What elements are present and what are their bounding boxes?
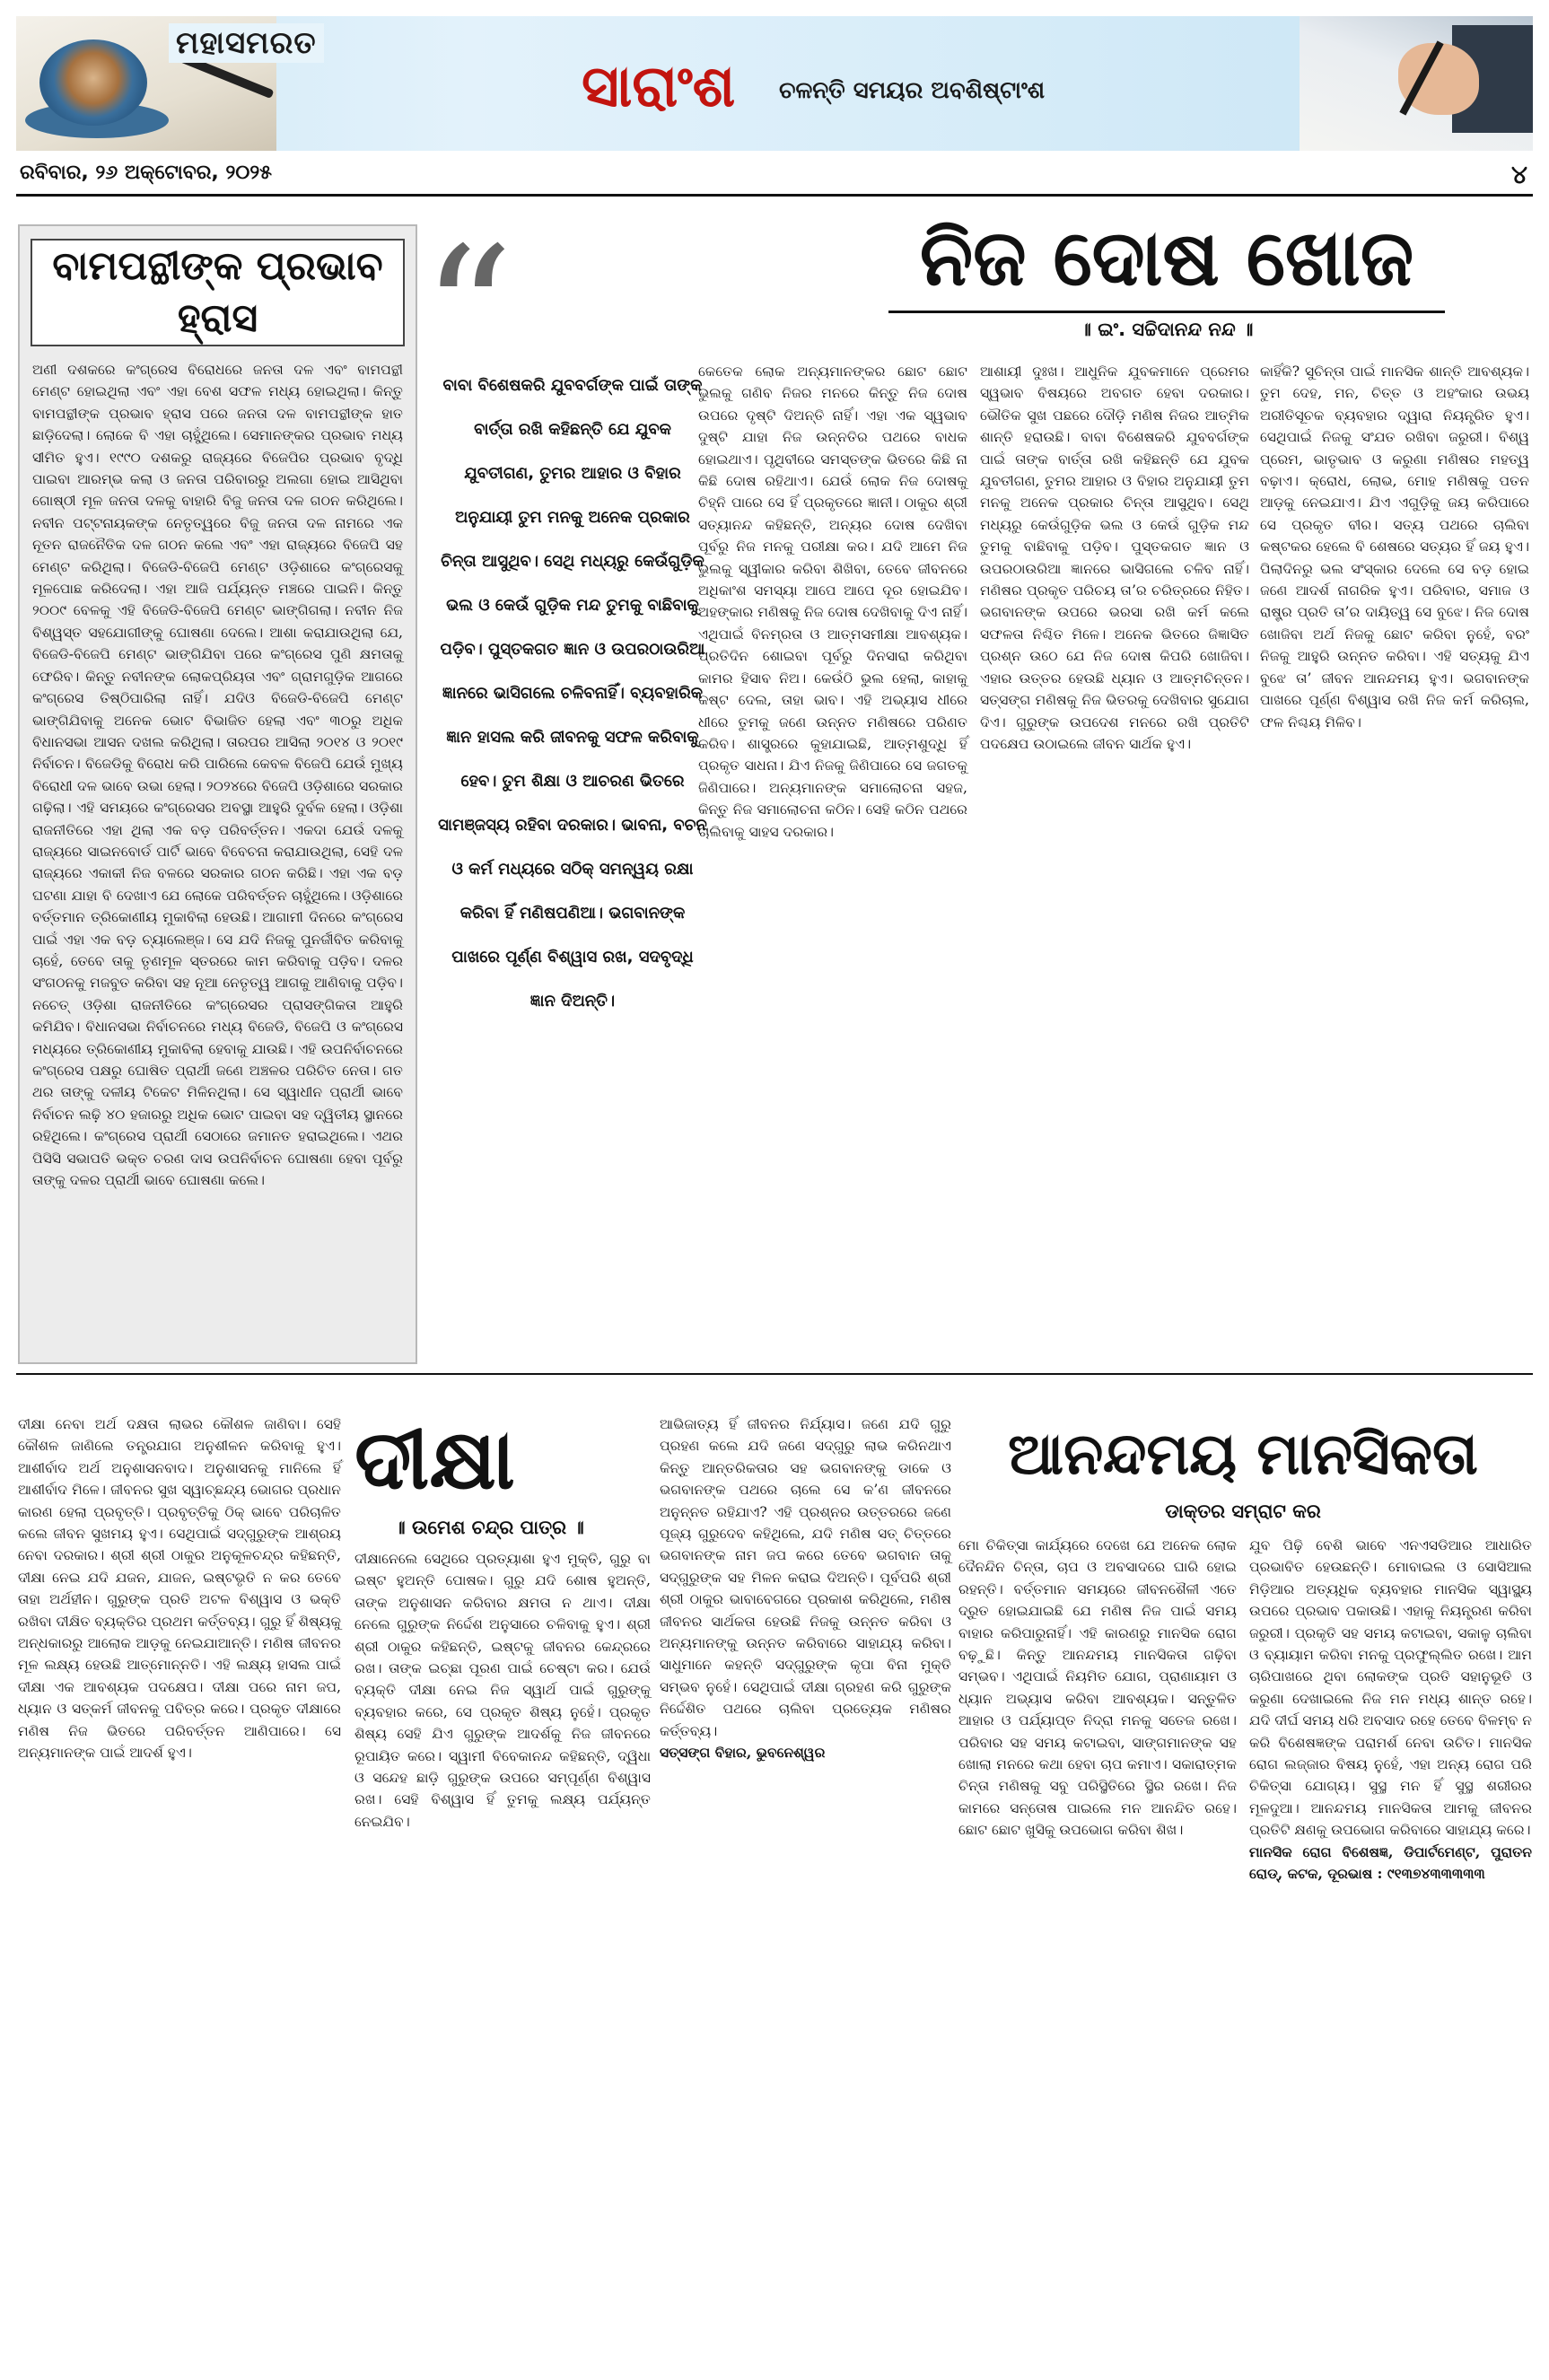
article-column: କେତେକ ଲୋକ ଅନ୍ୟମାନଙ୍କର ଛୋଟ ଛୋଟ ଭୁଲକୁ ଗଣିବ ନିଜର ମନରେ କିନ୍ତୁ ନିଜ ଦୋଷ ଉପରେ ଦୃଷ୍ଟି ଦିଅନ୍ତି ନାହିଁ। ଏହା ଏକ ସ୍ୱଭାବ ଦୁଷ୍ଟି ଯାହା ନିଜ ଉନ୍ନତିର ପଥରେ ବାଧକ ହୋଇଥାଏ। ପୃଥିବୀରେ ସମସ୍ତଙ୍କ ଭିତରେ କିଛି ନା କିଛି ଦୋଷ ରହିଥାଏ। ଯେଉଁ ଲୋକ ନିଜ ଦୋଷକୁ ଚିହ୍ନି ପାରେ ସେ ହିଁ ପ୍ରକୃତରେ ଜ୍ଞାନୀ। ଠାକୁର ଶ୍ରୀ ସତ୍ୟାନନ୍ଦ କହିଛନ୍ତି, ଅନ୍ୟର ଦୋଷ ଦେଖିବା ପୂର୍ବରୁ ନିଜ ମନକୁ ପରୀକ୍ଷା କର। ଯଦି ଆମେ ନିଜ ଭୁଲକୁ ସ୍ୱୀକାର କରିବା ଶିଖିବା, ତେବେ ଜୀବନରେ ଅଧିକାଂଶ ସମସ୍ୟା ଆପେ ଆପେ ଦୂର ହୋଇଯିବ। ଅହଙ୍କାର ମଣିଷକୁ ନିଜ ଦୋଷ ଦେଖିବାକୁ ଦିଏ ନାହିଁ। ଏଥିପାଇଁ ବିନମ୍ରତା ଓ ଆତ୍ମସମୀକ୍ଷା ଆବଶ୍ୟକ। ପ୍ରତିଦିନ ଶୋଇବା ପୂର୍ବରୁ ଦିନସାରା କରିଥିବା କାମର ହିସାବ ନିଅ। କେଉଁଠି ଭୁଲ ହେଲା, କାହାକୁ କଷ୍ଟ ଦେଲ, ତାହା ଭାବ। ଏହି ଅଭ୍ୟାସ ଧୀରେ ଧୀରେ ତୁମକୁ ଜଣେ ଉନ୍ନତ ମଣିଷରେ ପରିଣତ କରିବ। ଶାସ୍ତ୍ରରେ କୁହାଯାଇଛି, ଆତ୍ମଶୁଦ୍ଧି ହିଁ ପ୍ରକୃତ ସାଧନା। ଯିଏ ନିଜକୁ ଜିଣିପାରେ ସେ ଜଗତକୁ ଜିଣିପାରେ। ଅନ୍ୟମାନଙ୍କ ସମାଲୋଚନା ସହଜ, କିନ୍ତୁ ନିଜ ସମାଲୋଚନା କଠିନ। ସେହି କଠିନ ପଥରେ ଚାଲିବାକୁ ସାହସ ଦରକାର। xyxy=(698,363,967,840)
quote-mark: “ xyxy=(422,209,514,418)
masthead xyxy=(16,16,1533,151)
dateline xyxy=(16,160,1533,192)
article-column: ଦୀକ୍ଷାନେଲେ ସେଥିରେ ପ୍ରତ୍ୟାଶା ହୁଏ ମୁକ୍ତି, ଗୁରୁ ବା ଇଷ୍ଟ ହୁଅନ୍ତି ପୋଷକ। ଗୁରୁ ଯଦି ଶୋଷ ହୁଅନ୍ତି, ତାଙ୍କ ଅନୁଶାସନ କରିବାର କ୍ଷମତା ନ ଥାଏ। ଦୀକ୍ଷା ନେଲେ ଗୁରୁଙ୍କ ନିର୍ଦ୍ଦେଶ ଅନୁସାରେ ଚଳିବାକୁ ହୁଏ। ଶ୍ରୀ ଶ୍ରୀ ଠାକୁର କହିଛନ୍ତି, ଇଷ୍ଟକୁ ଜୀବନର କେନ୍ଦ୍ରରେ ରଖ। ତାଙ୍କ ଇଚ୍ଛା ପୂରଣ ପାଇଁ ଚେଷ୍ଟା କର। ଯେଉଁ ବ୍ୟକ୍ତି ଦୀକ୍ଷା ନେଇ ନିଜ ସ୍ୱାର୍ଥ ପାଇଁ ଗୁରୁଙ୍କୁ ବ୍ୟବହାର କରେ, ସେ ପ୍ରକୃତ ଶିଷ୍ୟ ନୁହେଁ। ପ୍ରକୃତ ଶିଷ୍ୟ ସେହି ଯିଏ ଗୁରୁଙ୍କ ଆଦର୍ଶକୁ ନିଜ ଜୀବନରେ ରୂପାୟିତ କରେ। ସ୍ୱାମୀ ବିବେକାନନ୍ଦ କହିଛନ୍ତି, ଦ୍ୱିଧା ଓ ସନ୍ଦେହ ଛାଡ଼ି ଗୁରୁଙ୍କ ଉପରେ ସମ୍ପୂର୍ଣ୍ଣ ବିଶ୍ୱାସ ରଖ। ସେହି ବିଶ୍ୱାସ ହିଁ ତୁମକୁ ଲକ୍ଷ୍ୟ ପର୍ଯ୍ୟନ୍ତ ନେଇଯିବ। xyxy=(354,1551,651,1830)
header-rule xyxy=(16,194,1533,197)
section-divider xyxy=(16,1373,1533,1375)
section-title: ସାରାଂଶ xyxy=(582,54,736,120)
section-subtitle: ଚଳନ୍ତି ସମୟର ଅବଶିଷ୍ଟାଂଶ xyxy=(779,77,1046,104)
page-number: ୪ xyxy=(1511,160,1527,189)
article-title: ନିଜ ଦୋଷ ଖୋଜ xyxy=(919,214,1414,303)
article-column: ଆଶାୟୀ ଦୁଃଖ। ଆଧୁନିକ ଯୁବକମାନେ ପ୍ରେମର ସ୍ୱଭାବ ବିଷୟରେ ଅବଗତ ହେବା ଦରକାର। ଭୌତିକ ସୁଖ ପଛରେ ଦୌଡ଼ି ମଣିଷ ନିଜର ଆତ୍ମିକ ଶାନ୍ତି ହରାଉଛି। ବାବା ବିଶେଷକରି ଯୁବବର୍ଗଙ୍କ ପାଇଁ ତାଙ୍କ ବାର୍ତ୍ତା ରଖି କହିଛନ୍ତି ଯେ ଯୁବକ ଯୁବତୀଗଣ, ତୁମର ଆହାର ଓ ବିହାର ଅନୁଯାୟୀ ତୁମ ମନକୁ ଅନେକ ପ୍ରକାର ଚିନ୍ତା ଆସୁଥିବ। ସେଥି ମଧ୍ୟରୁ କେଉଁଗୁଡ଼ିକ ଭଲ ଓ କେଉଁ ଗୁଡ଼ିକ ମନ୍ଦ ତୁମକୁ ବାଛିବାକୁ ପଡ଼ିବ। ପୁସ୍ତକଗତ ଜ୍ଞାନ ଓ ଉପରଠାଉରିଆ ଜ୍ଞାନରେ ଭାସିଗଲେ ଚଳିବ ନାହିଁ। ମଣିଷର ପ୍ରକୃତ ପରିଚୟ ତା’ର ଚରିତ୍ରରେ ନିହିତ। ଭଗବାନଙ୍କ ଉପରେ ଭରସା ରଖି କର୍ମ କଲେ ସଫଳତା ନିଶ୍ଚିତ ମିଳେ। ଅନେକ ଭିତରେ ଜିଜ୍ଞାସିତ ପ୍ରଶ୍ନ ଉଠେ ଯେ ନିଜ ଦୋଷ କିପରି ଖୋଜିବା। ଏହାର ଉତ୍ତର ହେଉଛି ଧ୍ୟାନ ଓ ଆତ୍ମଚିନ୍ତନ। ସତ୍‌ସଙ୍ଗ ମଣିଷକୁ ନିଜ ଭିତରକୁ ଦେଖିବାର ସୁଯୋଗ ଦିଏ। ଗୁରୁଙ୍କ ଉପଦେଶ ମନରେ ରଖି ପ୍ରତିଟି ପଦକ୍ଷେପ ଉଠାଇଲେ ଜୀବନ ସାର୍ଥକ ହୁଏ। xyxy=(980,363,1249,752)
author-address: ମାନସିକ ରୋଗ ବିଶେଷଜ୍ଞ, ଡିପାର୍ଟମେଣ୍ଟ, ପୁରାତନ ରୋଡ୍, କଟକ, ଦୂରଭାଷ : ୯୧୩୭୪୩୩୩୩୩ xyxy=(1249,1842,1532,1883)
article-column: ଦୀକ୍ଷା ନେବା ଅର୍ଥ ଦକ୍ଷତା ଲାଭର କୌଶଳ ଜାଣିବା। ସେହି କୌଶଳ ଜାଣିଲେ ତନ୍ତ୍ରଯାଗ ଅନୁଶୀଳନ କରିବାକୁ ହୁଏ। ଆଶୀର୍ବାଦ ଅର୍ଥ ଅନୁଶାସନବାଦ। ଅନୁଶାସନକୁ ମାନିଲେ ହିଁ ଆଶୀର୍ବାଦ ମିଳେ। ଜୀବନର ସୁଖ ସ୍ୱାଚ୍ଛନ୍ଦ୍ୟ ଭୋଗର ପ୍ରଧାନ କାରଣ ହେଲା ପ୍ରବୃତ୍ତି। ପ୍ରବୃତ୍ତିକୁ ଠିକ୍ ଭାବେ ପରିଚାଳିତ କଲେ ଜୀବନ ସୁଖମୟ ହୁଏ। ସେଥିପାଇଁ ସଦ୍‌ଗୁରୁଙ୍କ ଆଶ୍ରୟ ନେବା ଦରକାର। ଶ୍ରୀ ଶ୍ରୀ ଠାକୁର ଅନୁକୂଳଚନ୍ଦ୍ର କହିଛନ୍ତି, ଦୀକ୍ଷା ନେଇ ଯଦି ଯଜନ, ଯାଜନ, ଇଷ୍ଟଭୃତି ନ କର ତେବେ ତାହା ଅର୍ଥହୀନ। ଗୁରୁଙ୍କ ପ୍ରତି ଅଟଳ ବିଶ୍ୱାସ ଓ ଭକ୍ତି ରଖିବା ଦୀକ୍ଷିତ ବ୍ୟକ୍ତିର ପ୍ରଥମ କର୍ତ୍ତବ୍ୟ। ଗୁରୁ ହିଁ ଶିଷ୍ୟକୁ ଅନ୍ଧକାରରୁ ଆଲୋକ ଆଡ଼କୁ ନେଇଯାଆନ୍ତି। ମଣିଷ ଜୀବନର ମୂଳ ଲକ୍ଷ୍ୟ ହେଉଛି ଆତ୍ମୋନ୍ନତି। ଏହି ଲକ୍ଷ୍ୟ ହାସଲ ପାଇଁ ଦୀକ୍ଷା ଏକ ଆବଶ୍ୟକ ପଦକ୍ଷେପ। ଦୀକ୍ଷା ପରେ ନାମ ଜପ, ଧ୍ୟାନ ଓ ସତ୍‌କର୍ମ ଜୀବନକୁ ପବିତ୍ର କରେ। ପ୍ରକୃତ ଦୀକ୍ଷାରେ ମଣିଷ ନିଜ ଭିତରେ ପରିବର୍ତ୍ତନ ଆଣିପାରେ। ସେ ଅନ୍ୟମାନଙ୍କ ପାଇଁ ଆଦର୍ଶ ହୁଏ। xyxy=(18,1416,341,1762)
article-byline: ॥ ଉମେଶ ଚନ୍ଦ୍ର ପାତ୍ର ॥ xyxy=(394,1517,584,1538)
coffee-cup-icon xyxy=(39,39,147,126)
issue-date: ରବିବାର, ୨୬ ଅକ୍ଟୋବର, ୨୦୨୫ xyxy=(20,162,272,184)
pull-quote: ବାବା ବିଶେଷକରି ଯୁବବର୍ଗଙ୍କ ପାଇଁ ତାଙ୍କ ବାର୍ତ୍ତା ରଖି କହିଛନ୍ତି ଯେ ଯୁବକ ଯୁବତୀଗଣ, ତୁମର ଆହାର ଓ ବିହାର ଅନୁଯାୟୀ ତୁମ ମନକୁ ଅନେକ ପ୍ରକାର ଚିନ୍ତା ଆସୁଥିବ। ସେଥି ମଧ୍ୟରୁ କେଉଁଗୁଡ଼ିକ ଭଲ ଓ କେଉଁ ଗୁଡ଼ିକ ମନ୍ଦ ତୁମକୁ ବାଛିବାକୁ ପଡ଼ିବ। ପୁସ୍ତକଗତ ଜ୍ଞାନ ଓ ଉପରଠାଉରିଆ ଜ୍ଞାନରେ ଭାସିଗଲେ ଚଳିବନାହିଁ। ବ୍ୟବହାରିକ ଜ୍ଞାନ ହାସଲ କରି ଜୀବନକୁ ସଫଳ କରିବାକୁ ହେବ। ତୁମ ଶିକ୍ଷା ଓ ଆଚରଣ ଭିତରେ ସାମଞ୍ଜସ୍ୟ ରହିବା ଦରକାର। ଭାବନା, ବଚନ ଓ କର୍ମ ମଧ୍ୟରେ ସଠିକ୍ ସମନ୍ୱୟ ରକ୍ଷା କରିବା ହିଁ ମଣିଷପଣିଆ। ଭଗବାନଙ୍କ ପାଖରେ ପୂର୍ଣ୍ଣ ବିଶ୍ୱାସ ରଖ, ସଦବୃଦ୍ଧି ଜ୍ଞାନ ଦିଅନ୍ତି। xyxy=(438,376,707,1011)
title-rule xyxy=(888,311,1445,313)
article-column-wrapper xyxy=(1249,1535,1532,1886)
article-title: ବାମପନ୍ଥୀଙ୍କ ପ୍ରଭାବ ହ୍ରାସ xyxy=(31,239,405,346)
article-column: ଯୁବ ପିଢ଼ି ବେଶି ଭାବେ ଏନଏସଡିଆର ଆଧାରିତ ପ୍ରଭାବିତ ହେଉଛନ୍ତି। ମୋବାଇଲ ଓ ସୋସିଆଲ ମିଡ଼ିଆର ଅତ୍ୟଧିକ ବ୍ୟବହାର ମାନସିକ ସ୍ୱାସ୍ଥ୍ୟ ଉପରେ ପ୍ରଭାବ ପକାଉଛି। ଏହାକୁ ନିୟନ୍ତ୍ରଣ କରିବା ଜରୁରୀ। ପ୍ରକୃତି ସହ ସମୟ କଟାଇବା, ସକାଳୁ ଚାଲିବା ଓ ବ୍ୟାୟାମ କରିବା ମନକୁ ପ୍ରଫୁଲ୍ଲିତ ରଖେ। ଆମ ଚାରିପାଖରେ ଥିବା ଲୋକଙ୍କ ପ୍ରତି ସହାନୁଭୂତି ଓ କରୁଣା ଦେଖାଇଲେ ନିଜ ମନ ମଧ୍ୟ ଶାନ୍ତ ରହେ। ଯଦି ଦୀର୍ଘ ସମୟ ଧରି ଅବସାଦ ରହେ ତେବେ ବିଳମ୍ବ ନ କରି ବିଶେଷଜ୍ଞଙ୍କ ପରାମର୍ଶ ନେବା ଉଚିତ। ମାନସିକ ରୋଗ ଲଜ୍ଜାର ବିଷୟ ନୁହେଁ, ଏହା ଅନ୍ୟ ରୋଗ ପରି ଚିକିତ୍ସା ଯୋଗ୍ୟ। ସୁସ୍ଥ ମନ ହିଁ ସୁସ୍ଥ ଶରୀରର ମୂଳଦୁଆ। ଆନନ୍ଦମୟ ମାନସିକତା ଆମକୁ ଜୀବନର ପ୍ରତିଟି କ୍ଷଣକୁ ଉପଭୋଗ କରିବାରେ ସାହାଯ୍ୟ କରେ। xyxy=(1249,1537,1532,1839)
article-column: କାହିଁକି? ସୁଚିନ୍ତା ପାଇଁ ମାନସିକ ଶାନ୍ତି ଆବଶ୍ୟକ। ତୁମ ଦେହ, ମନ, ଚିତ୍ତ ଓ ଅହଂକାର ଉଭୟ ଅରୀତିସୂଚକ ବ୍ୟବହାର ଦ୍ୱାରା ନିୟନ୍ତ୍ରିତ ହୁଏ। ସେଥିପାଇଁ ନିଜକୁ ସଂଯତ ରଖିବା ଜରୁରୀ। ବିଶ୍ୱ ପ୍ରେମ, ଭାତୃଭାବ ଓ କରୁଣା ମଣିଷର ମହତ୍ୱ ବଢ଼ାଏ। କ୍ରୋଧ, ଲୋଭ, ମୋହ ମଣିଷକୁ ପତନ ଆଡ଼କୁ ନେଇଯାଏ। ଯିଏ ଏଗୁଡ଼ିକୁ ଜୟ କରିପାରେ ସେ ପ୍ରକୃତ ବୀର। ସତ୍ୟ ପଥରେ ଚାଲିବା କଷ୍ଟକର ହେଲେ ବି ଶେଷରେ ସତ୍ୟର ହିଁ ଜୟ ହୁଏ। ପିଲାଦିନରୁ ଭଲ ସଂସ୍କାର ଦେଲେ ସେ ବଡ଼ ହୋଇ ଜଣେ ଆଦର୍ଶ ନାଗରିକ ହୁଏ। ପରିବାର, ସମାଜ ଓ ରାଷ୍ଟ୍ର ପ୍ରତି ତା’ର ଦାୟିତ୍ୱ ସେ ବୁଝେ। ନିଜ ଦୋଷ ଖୋଜିବା ଅର୍ଥ ନିଜକୁ ଛୋଟ କରିବା ନୁହେଁ, ବରଂ ନିଜକୁ ଆହୁରି ଉନ୍ନତ କରିବା। ଏହି ସତ୍ୟକୁ ଯିଏ ବୁଝେ ତା’ ଜୀବନ ଆନନ୍ଦମୟ ହୁଏ। ଭଗବାନଙ୍କ ପାଖରେ ପୂର୍ଣ୍ଣ ବିଶ୍ୱାସ ରଖି ନିଜ କର୍ମ କରିଚାଲ, ଫଳ ନିଶ୍ଚୟ ମିଳିବ। xyxy=(1260,363,1529,731)
writing-hand-photo xyxy=(1300,16,1533,151)
article-column: ଆଭିଜାତ୍ୟ ହିଁ ଜୀବନର ନିର୍ଯ୍ୟାସ। ଜଣେ ଯଦି ଗୁରୁ ପ୍ରହଣ କଲେ ଯଦି ଜଣେ ସଦ୍‌ଗୁରୁ ଲାଭ କରିନଥାଏ କିନ୍ତୁ ଆନ୍ତରିକତାର ସହ ଭଗବାନଙ୍କୁ ଡାକେ ଓ ଭଗବାନଙ୍କ ପଥରେ ଚାଲେ ସେ କ’ଣ ଜୀବନରେ ଅନୁନ୍ନତ ରହିଯାଏ? ଏହି ପ୍ରଶ୍ନର ଉତ୍ତରରେ ଜଣେ ପୂଜ୍ୟ ଗୁରୁଦେବ କହିଥିଲେ, ଯଦି ମଣିଷ ସତ୍‌ ଚିତ୍ତରେ ଭଗବାନଙ୍କ ନାମ ଜପ କରେ ତେବେ ଭଗବାନ ତାକୁ ସଦ୍‌ଗୁରୁଙ୍କ ସହ ମିଳନ କରାଇ ଦିଅନ୍ତି। ପୂର୍ବପରି ଶ୍ରୀ ଶ୍ରୀ ଠାକୁର ଭାବାବେଗରେ ପ୍ରକାଶ କରିଥିଲେ, ମଣିଷ ଜୀବନର ସାର୍ଥକତା ହେଉଛି ନିଜକୁ ଉନ୍ନତ କରିବା ଓ ଅନ୍ୟମାନଙ୍କୁ ଉନ୍ନତ କରିବାରେ ସାହାଯ୍ୟ କରିବା। ସାଧୁମାନେ କହନ୍ତି ସଦ୍‌ଗୁରୁଙ୍କ କୃପା ବିନା ମୁକ୍ତି ସମ୍ଭବ ନୁହେଁ। ସେଥିପାଇଁ ଦୀକ୍ଷା ଗ୍ରହଣ କରି ଗୁରୁଙ୍କ ନିର୍ଦ୍ଦେଶିତ ପଥରେ ଚାଲିବା ପ୍ରତ୍ୟେକ ମଣିଷର କର୍ତ୍ତବ୍ୟ। xyxy=(660,1416,951,1739)
article-body: ଅଣୀ ଦଶକରେ କଂଗ୍ରେସ ବିରୋଧରେ ଜନତା ଦଳ ଏବଂ ବାମପନ୍ଥୀ ମେଣ୍ଟ ହୋଇଥିଲା ଏବଂ ଏହା ବେଶ ସଫଳ ମଧ୍ୟ ହୋଇଥିଲା। କିନ୍ତୁ ବାମପନ୍ଥୀଙ୍କ ପ୍ରଭାବ ହ୍ରାସ ପରେ ଜନତା ଦଳ ବାମପନ୍ଥୀଙ୍କ ହାତ ଛାଡ଼ିଦେଲା। ଲୋକେ ବି ଏହା ଚାହୁଁଥିଲେ। ସେମାନଙ୍କର ପ୍ରଭାବ ମଧ୍ୟ ସୀମିତ ହୁଏ। ୧୯୯୦ ଦଶକରୁ ରାଜ୍ୟରେ ବିଜେପିର ପ୍ରଭାବ ବୃଦ୍ଧି ପାଇବା ଆରମ୍ଭ କଲା ଓ ଜନତା ପରିବାରରୁ ଅଲଗା ହୋଇ ଆସିଥିବା ଗୋଷ୍ଠୀ ମୂଳ ଜନତା ଦଳକୁ ବାହାରି ବିଜୁ ଜନତା ଦଳ ଗଠନ କରିଥିଲେ। ନବୀନ ପଟ୍ଟନାୟକଙ୍କ ନେତୃତ୍ୱରେ ବିଜୁ ଜନତା ଦଳ ନାମରେ ଏକ ନୂତନ ରାଜନୈତିକ ଦଳ ଗଠନ କଲେ ଏବଂ ଏହା ରାଜ୍ୟରେ ବିଜେପି ସହ ମେଣ୍ଟ କରିଥିଲା। ବିଜେଡି-ବିଜେପି ମେଣ୍ଟ ଓଡ଼ିଶାରେ କଂଗ୍ରେସକୁ ମୂଳପୋଛ କରିଦେଲା। ଏହା ଆଜି ପର୍ଯ୍ୟନ୍ତ ମଞ୍ଚରେ ପାଇନି। କିନ୍ତୁ ୨୦୦୯ ବେଳକୁ ଏହି ବିଜେଡି-ବିଜେପି ମେଣ୍ଟ ଭାଙ୍ଗିଗଲା। ନବୀନ ନିଜ ବିଶ୍ୱସ୍ତ ସହଯୋଗୀଙ୍କୁ ଘୋଷଣା ଦେଲେ। ଆଶା କରାଯାଉଥିଲା ଯେ, ବିଜେଡି-ବିଜେପି ମେଣ୍ଟ ଭାଙ୍ଗିଯିବା ପରେ କଂଗ୍ରେସ ପୁଣି କ୍ଷମତାକୁ ଫେରିବ। କିନ୍ତୁ ନବୀନଙ୍କ ଲୋକପ୍ରିୟତା ଏବଂ ଗ୍ରାମଗୁଡ଼ିକ ଆଗରେ କଂଗ୍ରେସ ତିଷ୍ଠିପାରିଲା ନାହିଁ। ଯଦିଓ ବିଜେଡି-ବିଜେପି ମେଣ୍ଟ ଭାଙ୍ଗିଯିବାକୁ ଅନେକ ଭୋଟ ବିଭାଜିତ ହେଲା ଏବଂ ୩୦ରୁ ଅଧିକ ବିଧାନସଭା ଆସନ ଦଖଲ କରିଥିଲା। ତାରପର ଆସିଲା ୨୦୧୪ ଓ ୨୦୧୯ ନିର୍ବାଚନ। ବିଜେଡିକୁ ବିରୋଧ କରି ପାରିଲେ କେବଳ ବିଜେପି ଯେଉଁ ମୁଖ୍ୟ ବିରୋଧୀ ଦଳ ଭାବେ ଉଭା ହେଲା। ୨୦୨୪ରେ ବିଜେପି ଓଡ଼ିଶାରେ ସରକାର ଗଢ଼ିଲା। ଏହି ସମୟରେ କଂଗ୍ରେସର ଅବସ୍ଥା ଆହୁରି ଦୁର୍ବଳ ହେଲା। ଓଡ଼ିଶା ରାଜନୀତିରେ ଏହା ଥିଲା ଏକ ବଡ଼ ପରିବର୍ତ୍ତନ। ଏକଦା ଯେଉଁ ଦଳକୁ ରାଜ୍ୟରେ ସାଇନବୋର୍ଡ ପାର୍ଟି ଭାବେ ବିବେଚନା କରାଯାଉଥିଲା, ସେହି ଦଳ ରାଜ୍ୟରେ ଏକାକୀ ନିଜ ବଳରେ ସରକାର ଗଠନ କରିଛି। ଏହା ଏକ ବଡ଼ ଘଟଣା ଯାହା ବି ଦେଖାଏ ଯେ ଲୋକେ ପରିବର୍ତ୍ତନ ଚାହୁଁଥିଲେ। ଓଡ଼ିଶାରେ ବର୍ତ୍ତମାନ ତ୍ରିକୋଣୀୟ ମୁକାବିଲା ହେଉଛି। ଆଗାମୀ ଦିନରେ କଂଗ୍ରେସ ପାଇଁ ଏହା ଏକ ବଡ଼ ଚ୍ୟାଲେଞ୍ଜ। ସେ ଯଦି ନିଜକୁ ପୁନର୍ଜୀବିତ କରିବାକୁ ଚାହେଁ, ତେବେ ତାକୁ ତୃଣମୂଳ ସ୍ତରରେ କାମ କରିବାକୁ ପଡ଼ିବ। ଦଳର ସଂଗଠନକୁ ମଜବୁତ କରିବା ସହ ନୂଆ ନେତୃତ୍ୱ ଆଗକୁ ଆଣିବାକୁ ପଡ଼ିବ। ନଚେତ୍ ଓଡ଼ିଶା ରାଜନୀତିରେ କଂଗ୍ରେସର ପ୍ରାସଙ୍ଗିକତା ଆହୁରି କମିଯିବ। ବିଧାନସଭା ନିର୍ବାଚନରେ ମଧ୍ୟ ବିଜେଡି, ବିଜେପି ଓ କଂଗ୍ରେସ ମଧ୍ୟରେ ତ୍ରିକୋଣୀୟ ମୁକାବିଲା ହେବାକୁ ଯାଉଛି। ଏହି ଉପନିର୍ବାଚନରେ କଂଗ୍ରେସ ପକ୍ଷରୁ ଘୋଷିତ ପ୍ରାର୍ଥୀ ଜଣେ ଅଞ୍ଚଳର ପରିଚିତ ନେତା। ଗତ ଥର ତାଙ୍କୁ ଦଳୀୟ ଟିକେଟ ମିଳିନଥିଲା। ସେ ସ୍ୱାଧୀନ ପ୍ରାର୍ଥୀ ଭାବେ ନିର୍ବାଚନ ଲଢ଼ି ୪୦ ହଜାରରୁ ଅଧିକ ଭୋଟ ପାଇବା ସହ ଦ୍ୱିତୀୟ ସ୍ଥାନରେ ରହିଥିଲେ। କଂଗ୍ରେସ ପ୍ରାର୍ଥୀ ସେଠାରେ ଜମାନତ ହରାଇଥିଲେ। ଏଥର ପିସିସି ସଭାପତି ଭକ୍ତ ଚରଣ ଦାସ ଉପନିର୍ବାଚନ ଘୋଷଣା ହେବା ପୂର୍ବରୁ ତାଙ୍କୁ ଦଳର ପ୍ରାର୍ଥୀ ଭାବେ ଘୋଷଣା କଲେ। xyxy=(32,362,403,1189)
newspaper-brand: ମହାସମରତ xyxy=(169,23,324,63)
article-byline: ଡାକ୍ତର ସମ୍ରାଟ କର xyxy=(1165,1501,1321,1522)
article-byline: ॥ ଇଂ. ସଚ୍ଚିଦାନନ୍ଦ ନନ୍ଦ ॥ xyxy=(1080,319,1254,340)
article-title: ଦୀକ୍ଷା xyxy=(354,1412,515,1508)
author-address: ସତ୍‌ସଙ୍ଗ ବିହାର, ଭୁବନେଶ୍ୱର xyxy=(660,1744,826,1762)
article-title: ଆନନ୍ଦମୟ ମାନସିକତା xyxy=(1008,1422,1478,1488)
article-column: ମୋ ଚିକିତ୍ସା କାର୍ଯ୍ୟରେ ଦେଖେ ଯେ ଅନେକ ଲୋକ ଦୈନନ୍ଦିନ ଚିନ୍ତା, ଚାପ ଓ ଅବସାଦରେ ଘାରି ହୋଇ ରହନ୍ତି। ବର୍ତ୍ତମାନ ସମୟରେ ଜୀବନଶୈଳୀ ଏତେ ଦ୍ରୁତ ହୋଇଯାଇଛି ଯେ ମଣିଷ ନିଜ ପାଇଁ ସମୟ ବାହାର କରିପାରୁନାହିଁ। ଏହି କାରଣରୁ ମାନସିକ ରୋଗ ବଢ଼ୁଛି। କିନ୍ତୁ ଆନନ୍ଦମୟ ମାନସିକତା ଗଢ଼ିବା ସମ୍ଭବ। ଏଥିପାଇଁ ନିୟମିତ ଯୋଗ, ପ୍ରାଣାୟାମ ଓ ଧ୍ୟାନ ଅଭ୍ୟାସ କରିବା ଆବଶ୍ୟକ। ସନ୍ତୁଳିତ ଆହାର ଓ ପର୍ଯ୍ୟାପ୍ତ ନିଦ୍ରା ମନକୁ ସତେଜ ରଖେ। ପରିବାର ସହ ସମୟ କଟାଇବା, ସାଙ୍ଗମାନଙ୍କ ସହ ଖୋଲା ମନରେ କଥା ହେବା ଚାପ କମାଏ। ସକାରାତ୍ମକ ଚିନ୍ତା ମଣିଷକୁ ସବୁ ପରିସ୍ଥିତିରେ ସ୍ଥିର ରଖେ। ନିଜ କାମରେ ସନ୍ତୋଷ ପାଇଲେ ମନ ଆନନ୍ଦିତ ରହେ। ଛୋଟ ଛୋଟ ଖୁସିକୁ ଉପଭୋଗ କରିବା ଶିଖ। xyxy=(958,1537,1237,1839)
article-left-box xyxy=(18,224,417,1364)
article-column-wrapper xyxy=(660,1413,951,1764)
